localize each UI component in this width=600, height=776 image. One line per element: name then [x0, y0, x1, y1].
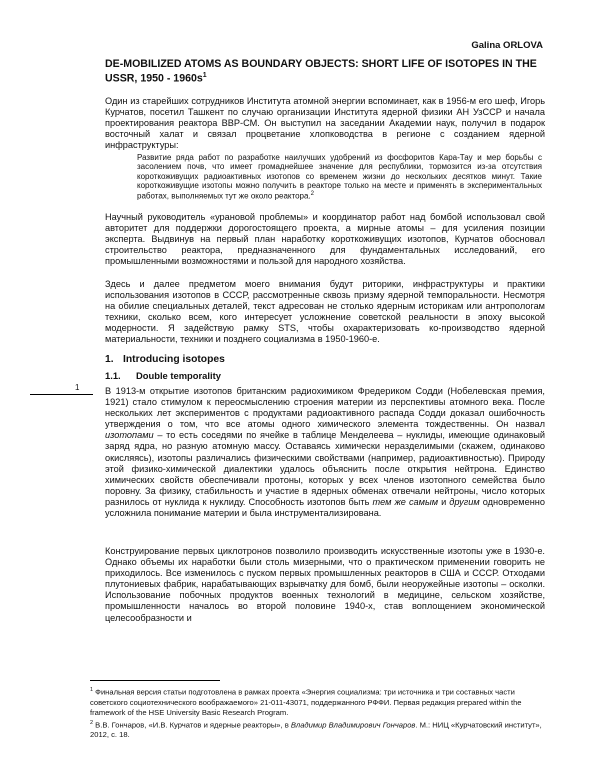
footnote-2-emphasis: Владимир Владимирович Гончаров: [290, 720, 416, 730]
paragraph-4-emphasis-same: тем же самым: [372, 496, 439, 507]
footnote-2-text-a: В.В. Гончаров, «И.В. Курчатов и ядерные реакторы», в: [93, 720, 291, 730]
margin-rule: [30, 394, 93, 395]
footnote-separator: [90, 680, 220, 681]
footnotes: [90, 685, 545, 740]
paragraph-4-emphasis-isotopes: изотопами: [105, 430, 154, 441]
paragraph-4-text-d: одновременно усложнила понимание материи и была инструментализирована.: [105, 496, 545, 519]
article-title: [105, 58, 545, 85]
section-number: 1.: [105, 354, 114, 365]
subsection-number: 1.1.: [105, 370, 121, 381]
footnote-1-number: 1: [90, 687, 94, 693]
paragraph-1: Один из старейших сотрудников Института атомной энергии вспоминает, как в 1956-м его шеф, Игорь Курчатов, посетил Ташкент по случаю организации Института ядерной физики АН УзССР и начала проектирования реактора ВВР-СМ. Он выступил на заседании Академии наук, получил в подарок восточный халат и связал процветание хлопководства в регионе с созданием ядерной инфраструктуры:: [105, 96, 545, 151]
author-name: Galina ORLOVA: [471, 40, 543, 51]
quote-footnote-ref[interactable]: 2: [310, 191, 314, 198]
title-footnote-ref[interactable]: 1: [202, 72, 207, 79]
paragraph-4-text-b: – то есть соседями по ячейке в таблице Менделеева – нуклиды, имеющие одинаковый заряд ядра, но разную атомную массу. Оставаясь химически неразделимыми (скажем, одинаково окисляясь), изотопы различались физическими свойствами (например, радиоактивностью). Природу этой физико-химической диалектики удалось объяснить после открытия нейтрона. Единство химических свойств обеспечивали протоны, которых у всех членов изотопного семейства было поровну. За физику, стабильность и участие в ядерных обменах отвечали нейтроны, число которых разнилось от нуклида к нуклиду. Способность изотопов быть: [105, 430, 545, 507]
quote-text: Развитие ряда работ по разработке наилучших удобрений из фосфоритов Кара-Тау и мер борьбы с засолением почв, что имеет громаднейшее значение для республики, тормозится из-за отсутствия короткоживущих радиоактивных изотопов со временем жизни до нескольких десятков минут. Такие короткоживущие изотопы можно получить в реакторе только на месте и применять в экспериментальных работах, выполняемых тут же около реактора.: [137, 153, 542, 201]
section-heading-1: [105, 354, 225, 365]
subsection-heading-1-1: [105, 370, 221, 381]
paragraph-4-text-c: и: [438, 496, 450, 507]
paragraph-2: Научный руководитель «урановой проблемы» и координатор работ над бомбой использовал свой авторитет для поддержки дорогостоящего проекта, а мирные атомы – для усиления позиции эксперта. Выдвинув на первый план наработку короткоживущих изотопов, Курчатов обосновал строительство реактора, предназначенного для фундаментальных исследований, его промышленными возможностями и пользой для народного хозяйства.: [105, 212, 545, 267]
footnote-2-text-b: . М.: НИЦ «Курчатовский институт», 2012, с. 18.: [90, 720, 542, 740]
footnote-2: [90, 718, 545, 741]
margin-number: 1: [75, 383, 80, 392]
paragraph-3: Здесь и далее предметом моего внимания будут риторики, инфраструктуры и практики использования изотопов в СССР, рассмотренные сквозь призму ядерной темпоральности. Несмотря на обилие специальных деталей, текст адресован не столько ядерным историкам или антропологам техники, сколько всем, кого интересует усложнение советской реальности в эпоху высокой модерности. Я задействую рамку STS, чтобы охарактеризовать ко-производство ядерной материальности, техники и позднего социализма в 1950-1960-е.: [105, 279, 545, 345]
paragraph-4-emphasis-other: другим: [449, 496, 480, 507]
block-quote: [137, 153, 542, 201]
paragraph-4-text-a: В 1913-м открытие изотопов британским радиохимиком Фредериком Содди (Нобелевская премия, 1921) стало стимулом к переосмыслению строения материи из перспективы атомного века. После нескольких лет экспериментов с продуктами радиоактивного распада Содди доказал ошибочность утверждения о том, что все атомы одного химического элемента тождественны. Он назвал: [105, 386, 545, 430]
footnote-2-number: 2: [90, 719, 94, 726]
title-text: DE-MOBILIZED ATOMS AS BOUNDARY OBJECTS: SHORT LIFE OF ISOTOPES IN THE USSR, 1950 - 1960s: [105, 58, 537, 85]
paragraph-5: Конструирование первых циклотронов позволило производить искусственные изотопы уже в 1930-е. Однако объемы их наработки были столь мизерными, что о практическом применении говорить не приходилось. Все изменилось с пуском первых промышленных реакторов в США и СССР. Отходами плутониевых фабрик, нарабатывающих взрывчатку для бомб, были неоружейные изотопы – осколки. Использование побочных продуктов военных технологий в медицине, сельском хозяйстве, промышленности началось во второй половине 1940-х, став воплощением экономической целесообразности и: [105, 546, 545, 623]
paragraph-4: [105, 386, 545, 519]
section-title: Introducing isotopes: [123, 354, 225, 365]
footnote-1-text: Финальная версия статьи подготовлена в рамках проекта «Энергия социализма: три источника и три составных части советского социотехнического воображаемого» 21-011-43071, поддержанного РФФИ. Первая редакция prepared within the framework of the HSE University Basic Research Program.: [90, 687, 522, 717]
footnote-1: [90, 685, 545, 718]
subsection-title: Double temporality: [136, 370, 221, 381]
